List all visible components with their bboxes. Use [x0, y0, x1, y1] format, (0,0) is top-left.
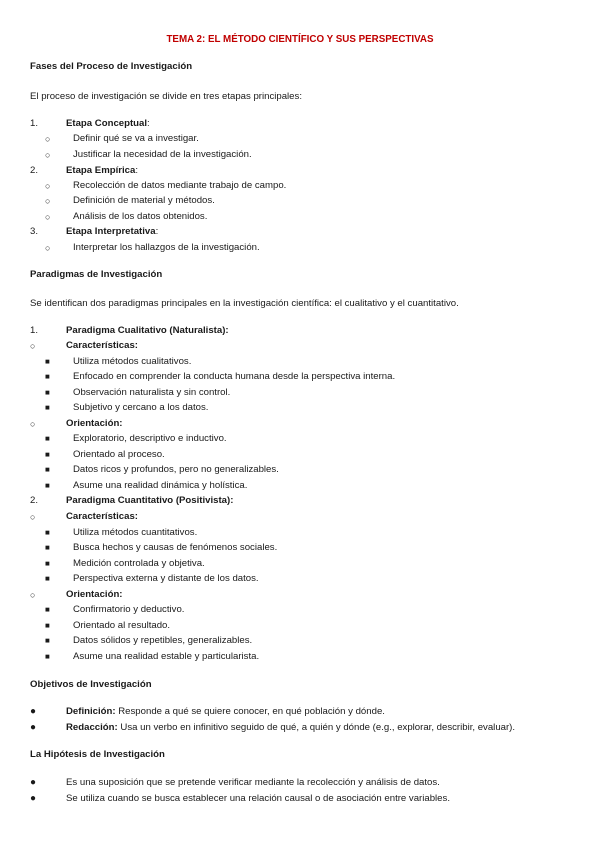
etapa-empirica — [66, 165, 138, 177]
subheading-caracteristicas: Características: — [66, 511, 138, 522]
list-item: Se utiliza cuando se busca establecer una relación causal o de asociación entre variables. — [66, 793, 450, 804]
redaccion-text: Usa un verbo en infinitivo seguido de qué, a quién y dónde (e.g., explorar, describir, evaluar). — [120, 722, 516, 733]
subheading-caracteristicas: Características: — [66, 340, 138, 351]
section-heading-fases: Fases del Proceso de Investigación — [30, 61, 193, 72]
list-item: Perspectiva externa y distante de los datos. — [73, 573, 259, 584]
circle-bullet-icon: ○ — [45, 212, 51, 222]
paradigma-cualitativo: Paradigma Cualitativo (Naturalista): — [66, 325, 229, 336]
square-bullet-icon: ■ — [45, 621, 50, 630]
square-bullet-icon: ■ — [45, 528, 50, 537]
objetivo-redaccion — [66, 722, 515, 734]
square-bullet-icon: ■ — [45, 543, 50, 552]
square-bullet-icon: ■ — [45, 388, 50, 397]
square-bullet-icon: ■ — [45, 403, 50, 412]
circle-bullet-icon: ○ — [45, 243, 51, 253]
list-item: Definir qué se va a investigar. — [73, 133, 199, 144]
colon: : — [135, 165, 138, 176]
fases-intro: El proceso de investigación se divide en tres etapas principales: — [30, 91, 302, 102]
list-item: Recolección de datos mediante trabajo de campo. — [73, 180, 287, 191]
list-number: 2. — [30, 165, 39, 176]
etapa-conceptual — [66, 118, 150, 130]
list-item: Enfocado en comprender la conducta humana desde la perspectiva interna. — [73, 371, 396, 382]
list-item: Exploratorio, descriptivo e inductivo. — [73, 433, 227, 444]
square-bullet-icon: ■ — [45, 357, 50, 366]
list-item: Datos ricos y profundos, pero no generalizables. — [73, 464, 279, 475]
square-bullet-icon: ■ — [45, 481, 50, 490]
paradigma-cuantitativo: Paradigma Cuantitativo (Positivista): — [66, 495, 234, 506]
document-title: TEMA 2: EL MÉTODO CIENTÍFICO Y SUS PERSPECTIVAS — [166, 34, 434, 45]
subheading-orientacion: Orientación: — [66, 589, 123, 600]
list-item: Busca hechos y causas de fenómenos sociales. — [73, 542, 278, 553]
square-bullet-icon: ■ — [45, 372, 50, 381]
list-number: 1. — [30, 118, 39, 129]
circle-bullet-icon: ○ — [45, 150, 51, 160]
list-item: Asume una realidad dinámica y holística. — [73, 480, 248, 491]
colon: : — [155, 226, 159, 237]
list-number: 2. — [30, 495, 39, 506]
list-item: Utiliza métodos cualitativos. — [73, 356, 192, 367]
list-item: Confirmatorio y deductivo. — [73, 604, 185, 615]
square-bullet-icon: ■ — [45, 652, 50, 661]
definicion-text: Responde a qué se quiere conocer, en qué población y dónde. — [118, 706, 385, 717]
section-heading-paradigmas: Paradigmas de Investigación — [30, 269, 163, 280]
redaccion-label: Redacción: — [66, 722, 118, 733]
list-item: Justificar la necesidad de la investigación. — [73, 149, 252, 160]
circle-bullet-icon: ○ — [45, 196, 51, 206]
list-item: Orientado al proceso. — [73, 449, 165, 460]
list-item: Observación naturalista y sin control. — [73, 387, 231, 398]
circle-bullet-icon: ○ — [30, 341, 36, 351]
dot-bullet-icon: ● — [30, 706, 37, 717]
square-bullet-icon: ■ — [45, 450, 50, 459]
circle-bullet-icon: ○ — [30, 419, 36, 429]
square-bullet-icon: ■ — [45, 434, 50, 443]
square-bullet-icon: ■ — [45, 636, 50, 645]
subheading-orientacion: Orientación: — [66, 418, 123, 429]
circle-bullet-icon: ○ — [45, 134, 51, 144]
etapa-label: Etapa Conceptual — [66, 118, 148, 129]
square-bullet-icon: ■ — [45, 574, 50, 583]
list-item: Orientado al resultado. — [73, 620, 171, 631]
circle-bullet-icon: ○ — [30, 512, 36, 522]
list-number: 1. — [30, 325, 39, 336]
section-heading-hipotesis: La Hipótesis de Investigación — [30, 749, 165, 760]
list-item: Análisis de los datos obtenidos. — [73, 211, 208, 222]
list-item: Es una suposición que se pretende verificar mediante la recolección y análisis de datos. — [66, 777, 440, 788]
objetivo-definicion — [66, 706, 385, 718]
list-item: Utiliza métodos cuantitativos. — [73, 527, 198, 538]
section-heading-objetivos: Objetivos de Investigación — [30, 679, 152, 690]
list-item: Medición controlada y objetiva. — [73, 558, 205, 569]
list-item: Interpretar los hallazgos de la investigación. — [73, 242, 260, 253]
list-item: Datos sólidos y repetibles, generalizables. — [73, 635, 253, 646]
etapa-label: Etapa Empírica — [66, 165, 136, 176]
etapa-label: Etapa Interpretativa — [66, 226, 156, 237]
circle-bullet-icon: ○ — [45, 181, 51, 191]
list-item: Subjetivo y cercano a los datos. — [73, 402, 209, 413]
square-bullet-icon: ■ — [45, 605, 50, 614]
list-item: Asume una realidad estable y particularista. — [73, 651, 260, 662]
list-number: 3. — [30, 226, 39, 237]
list-item: Definición de material y métodos. — [73, 195, 215, 206]
square-bullet-icon: ■ — [45, 559, 50, 568]
definicion-label: Definición: — [66, 706, 116, 717]
dot-bullet-icon: ● — [30, 722, 37, 733]
dot-bullet-icon: ● — [30, 777, 37, 788]
colon: : — [147, 118, 150, 129]
circle-bullet-icon: ○ — [30, 590, 36, 600]
dot-bullet-icon: ● — [30, 793, 37, 804]
paradigmas-intro: Se identifican dos paradigmas principales en la investigación científica: el cualitativo y el cuantitativo. — [30, 298, 459, 309]
etapa-interpretativa — [66, 226, 158, 238]
square-bullet-icon: ■ — [45, 465, 50, 474]
